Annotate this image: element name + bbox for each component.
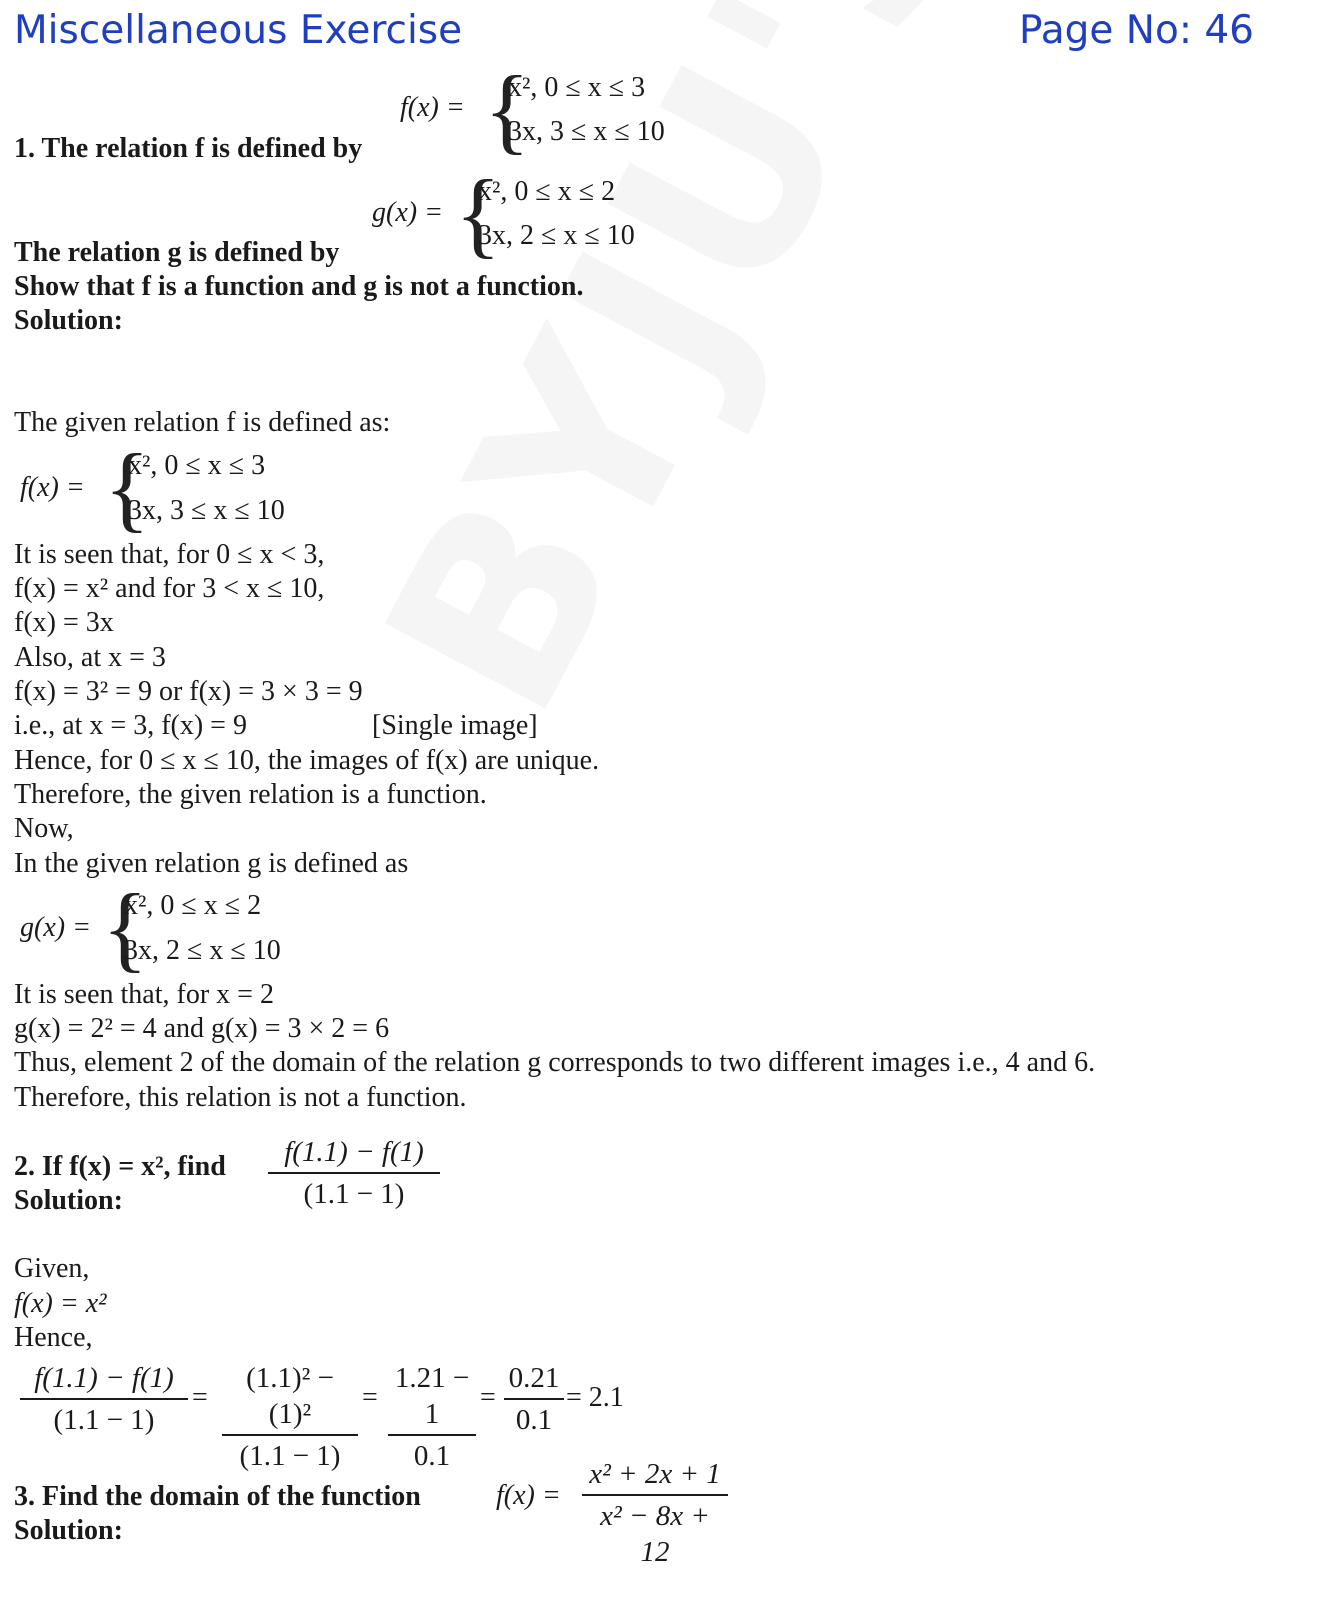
q2-c4-den: 0.1 bbox=[515, 1404, 553, 1436]
q1-s-g-lhs: g(x) = bbox=[20, 912, 91, 943]
q2-fx: f(x) = x² bbox=[14, 1288, 107, 1319]
brace-icon: { bbox=[102, 874, 149, 981]
q1-s14: Thus, element 2 of the domain of the relation g corresponds to two different images i.e., 4 and 6. bbox=[14, 1047, 1096, 1078]
q1-s-g-case1: x², 0 ≤ x ≤ 2 bbox=[124, 890, 262, 921]
q2-step3-fraction bbox=[388, 1360, 476, 1474]
q1-s9: Therefore, the given relation is a function. bbox=[14, 779, 487, 810]
equals-sign: = bbox=[362, 1382, 378, 1413]
q1-s12: It is seen that, for x = 2 bbox=[14, 979, 274, 1010]
equals-sign: = bbox=[192, 1382, 208, 1413]
section-title: Miscellaneous Exercise bbox=[14, 8, 463, 53]
q1-line1: 1. The relation f is defined by bbox=[14, 133, 363, 164]
q3-line1: 3. Find the domain of the function bbox=[14, 1481, 421, 1512]
q1-s11: In the given relation g is defined as bbox=[14, 848, 409, 879]
q2-c2-den: (1.1 − 1) bbox=[239, 1440, 341, 1472]
q1-s7-note: [Single image] bbox=[372, 710, 538, 741]
q1-s1: The given relation f is defined as: bbox=[14, 407, 391, 438]
q2-c1-den: (1.1 − 1) bbox=[53, 1404, 155, 1436]
q1-g-lhs: g(x) = bbox=[372, 197, 443, 228]
fraction-bar bbox=[268, 1172, 440, 1174]
q1-solution-label: Solution: bbox=[14, 305, 123, 336]
q2-c3-num: 1.21 − 1 bbox=[394, 1362, 470, 1430]
q2-step4-fraction bbox=[504, 1360, 564, 1438]
q2-c2-num: (1.1)² − (1)² bbox=[246, 1362, 334, 1430]
q1-s-f-lhs: f(x) = bbox=[20, 472, 85, 503]
q3-fraction bbox=[582, 1456, 728, 1570]
q2-step2-fraction bbox=[222, 1360, 358, 1474]
q1-g-case1: x², 0 ≤ x ≤ 2 bbox=[478, 176, 616, 207]
q1-f-case2: 3x, 3 ≤ x ≤ 10 bbox=[508, 116, 665, 147]
q3-den: x² − 8x + 12 bbox=[600, 1500, 710, 1568]
q3-solution-label: Solution: bbox=[14, 1515, 123, 1546]
q1-s7: i.e., at x = 3, f(x) = 9 bbox=[14, 710, 247, 741]
q1-line3: Show that f is a function and g is not a function. bbox=[14, 271, 584, 302]
q3-num: x² + 2x + 1 bbox=[589, 1458, 721, 1490]
q1-s13: g(x) = 2² = 4 and g(x) = 3 × 2 = 6 bbox=[14, 1013, 390, 1044]
q3-lhs: f(x) = bbox=[496, 1480, 561, 1511]
brace-icon: { bbox=[104, 434, 151, 541]
q2-hence: Hence, bbox=[14, 1322, 93, 1353]
q1-s10: Now, bbox=[14, 813, 74, 844]
q1-s3: f(x) = x² and for 3 < x ≤ 10, bbox=[14, 573, 325, 604]
q2-question-fraction bbox=[268, 1134, 440, 1212]
fraction-bar bbox=[504, 1398, 564, 1400]
brace-icon: { bbox=[484, 56, 531, 163]
q1-s5: Also, at x = 3 bbox=[14, 642, 166, 673]
q1-s4: f(x) = 3x bbox=[14, 607, 114, 638]
q1-f-lhs: f(x) = bbox=[400, 92, 465, 123]
fraction-bar bbox=[388, 1434, 476, 1436]
fraction-bar bbox=[20, 1398, 188, 1400]
q2-c4-num: 0.21 bbox=[508, 1362, 560, 1394]
q1-g-case2: 3x, 2 ≤ x ≤ 10 bbox=[478, 220, 635, 251]
q2-line1: 2. If f(x) = x², find bbox=[14, 1151, 226, 1182]
fraction-bar bbox=[222, 1434, 358, 1436]
q1-s-f-case1: x², 0 ≤ x ≤ 3 bbox=[128, 450, 266, 481]
brace-icon: { bbox=[455, 160, 502, 267]
q1-s-f-case2: 3x, 3 ≤ x ≤ 10 bbox=[128, 495, 285, 526]
q1-f-case1: x², 0 ≤ x ≤ 3 bbox=[508, 72, 646, 103]
page-number: Page No: 46 bbox=[1018, 8, 1254, 53]
q1-line2: The relation g is defined by bbox=[14, 237, 340, 268]
q2-c1-num: f(1.1) − f(1) bbox=[34, 1362, 174, 1394]
q2-c3-den: 0.1 bbox=[413, 1440, 451, 1472]
fraction-bar bbox=[582, 1494, 728, 1496]
equals-sign: = bbox=[480, 1382, 496, 1413]
q2-result: = 2.1 bbox=[566, 1382, 624, 1413]
q1-s2: It is seen that, for 0 ≤ x < 3, bbox=[14, 539, 325, 570]
q2-frac-den: (1.1 − 1) bbox=[303, 1178, 405, 1210]
q2-solution-label: Solution: bbox=[14, 1185, 123, 1216]
q1-s-g-case2: 3x, 2 ≤ x ≤ 10 bbox=[124, 935, 281, 966]
q1-s6: f(x) = 3² = 9 or f(x) = 3 × 3 = 9 bbox=[14, 676, 363, 707]
q1-s8: Hence, for 0 ≤ x ≤ 10, the images of f(x) are unique. bbox=[14, 745, 600, 776]
q1-s15: Therefore, this relation is not a function. bbox=[14, 1082, 467, 1113]
q2-step1-fraction bbox=[20, 1360, 188, 1438]
q2-frac-num: f(1.1) − f(1) bbox=[284, 1136, 424, 1168]
q2-given: Given, bbox=[14, 1253, 90, 1284]
